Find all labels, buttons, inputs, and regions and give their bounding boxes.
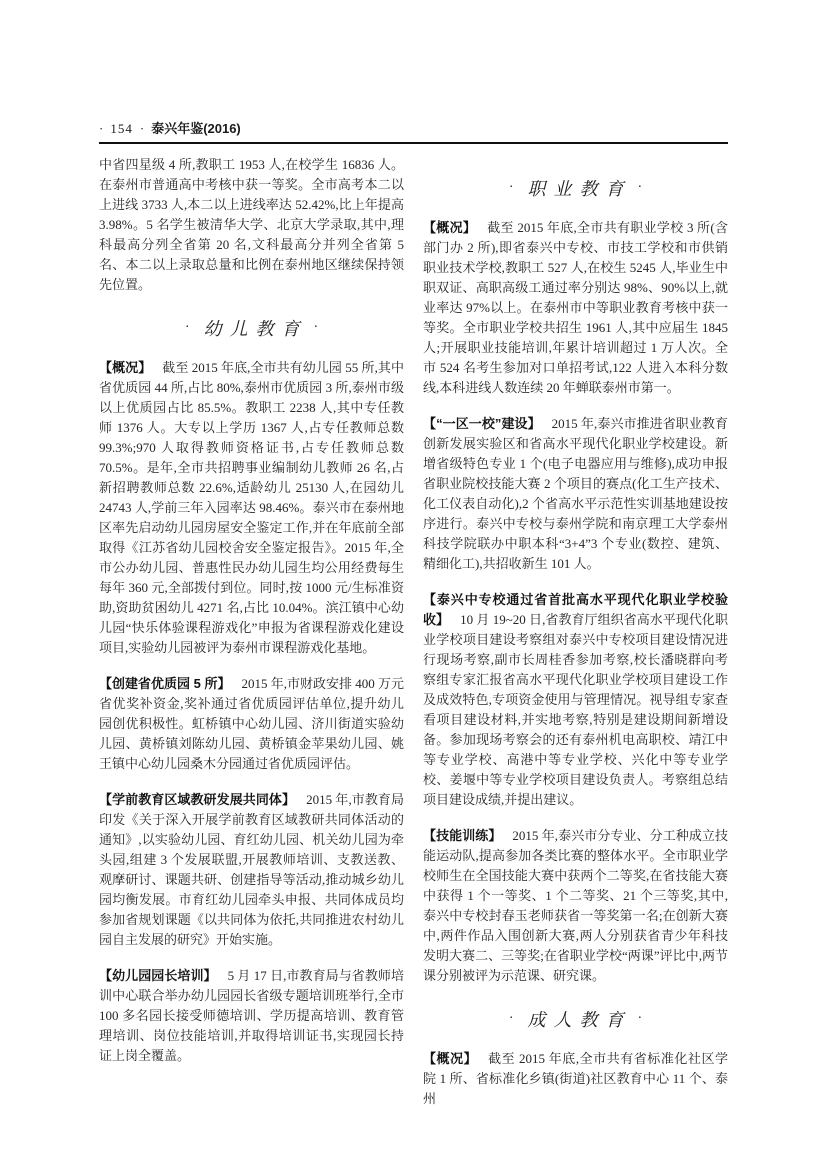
entry-label: 【概况】	[423, 1051, 478, 1066]
entry-text: 截至 2015 年底,全市共有幼儿园 55 所,其中省优质园 44 所,占比 80%,泰州市优质园 3 所,泰州市级以上优质园占比 85.5%。教职工 2238 人,其中专任教师 1376 人。大专以上学历 1367 人,占专任教师总数 99.3%;970 人取得教师资格证书,占专任教师总数 70.5%。是年,全市共招聘事业编制幼儿教师 26 名,占新招聘教师总数 22.6%,适龄幼儿 25130 人,在园幼儿 24743 人,学前三年入园率达 98.46%。泰兴市在泰州地区率先启动幼儿园房屋安全鉴定工作,并在年底前全部取得《江苏省幼儿园校舍安全鉴定报告》。2015 年,全市公办幼儿园、普惠性民办幼儿园生均公用经费每生每年 360 元,全部拨付到位。同时,按 1000 元/生标准资助,资助贫困幼儿 4271 名,占比 10.04%。滨江镇中心幼儿园“快乐体验课程游戏化”申报为省课程游戏化建设项目,实验幼儿园被评为泰州市课程游戏化基地。	[99, 360, 404, 655]
entry-text: 截至 2015 年底,全市共有省标准化社区学院 1 所、省标准化乡镇(街道)社区教育中心 11 个、泰州	[423, 1051, 728, 1106]
header-dot-icon: ·	[99, 121, 104, 136]
section-heading-vocational-education	[423, 175, 728, 200]
section-title: 职业教育	[527, 178, 632, 199]
entry-label: 【概况】	[99, 360, 152, 375]
heading-dot-icon: ·	[508, 179, 514, 195]
entry-label: 【技能训练】	[423, 828, 502, 843]
entry-vocational-overview	[423, 218, 728, 398]
heading-dot-icon: ·	[637, 1010, 643, 1026]
right-column	[423, 155, 728, 1109]
entry-text: 10 月 19~20 日,省教育厅组织省高水平现代化职业学校项目建设考察组对泰兴中专校项目建设情况进行现场考察,副市长周桂香参加考察,校长潘晓群向考察组专家汇报省高水平现代化职业学校项目建设工作及成效特色,专项资金使用与管理情况。视导组专家查看项目建设材料,并实地考察,特别是建设期间新增设备。参加现场考察会的还有泰州机电高职校、靖江中等专业学校、高港中等专业学校、兴化中等专业学校、姜堰中等专业学校项目建设负责人。考察组总结项目建设成绩,并提出建议。	[423, 612, 728, 807]
page-content	[99, 155, 728, 1109]
entry-text: 2015 年,市教育局印发《关于深入开展学前教育区域教研共同体活动的通知》,以实验幼儿园、育红幼儿园、机关幼儿园为牵头园,组建 3 个发展联盟,开展教师培训、支教送教、观摩研讨、课题共研、创建指导等活动,推动城乡幼儿园均衡发展。市育红幼儿园牵头申报、共同体成员均参加省规划课题《以共同体为依托,共同推进农村幼儿园自主发展的研究》开始实施。	[99, 792, 404, 947]
book-title: 泰兴年鉴(2016)	[151, 121, 241, 136]
entry-text: 5 月 17 日,市教育局与省教师培训中心联合举办幼儿园园长省级专题培训班举行,全市 100 多名园长接受师德培训、学历提高培训、教育管理培训、岗位技能培训,并取得培训证书,实现园长持证上岗全覆盖。	[99, 968, 404, 1063]
continuation-paragraph: 中省四星级 4 所,教职工 1953 人,在校学生 16836 人。在泰州市普通高中考核中获一等奖。全市高考本二以上进线 3733 人,本二以上进线率达 52.42%,比上年提高 3.98%。5 名学生被清华大学、北京大学录取,其中,理科最高分列全省第 20 名,文科最高分并列全省第 5 名、本二以上录取总量和比例在泰州地区继续保持领先位置。	[99, 157, 404, 292]
entry-text: 截至 2015 年底,全市共有职业学校 3 所(含部门办 2 所),即省泰兴中专校、市技工学校和市供销职业技术学校,教职工 527 人,在校生 5245 人,毕业生中职双证、高职高级工通过率分别达 98%、90%以上,就业率达 97%以上。在泰州市中等职业教育考核中获一等奖。全市职业学校共招生 1961 人,其中应届生 1845 人;开展职业技能培训,年累计培训超过 1 万人次。全市 524 名考生参加对口单招考试,122 人进入本科分数线,本科进线人数连续 20 年蝉联泰州市第一。	[423, 220, 728, 395]
entry-label: 【泰兴中专校通过省首批高水平现代化职业学校验收】	[423, 592, 728, 627]
section-title: 幼儿教育	[203, 318, 308, 339]
entry-skill-training	[423, 826, 728, 986]
heading-dot-icon: ·	[184, 319, 190, 335]
entry-label: 【创建省优质园 5 所】	[99, 676, 231, 691]
page-header	[99, 118, 728, 144]
entry-one-zone-one-school	[423, 414, 728, 574]
header-dot-icon: ·	[139, 121, 145, 136]
left-column	[99, 155, 404, 1109]
heading-dot-icon: ·	[508, 1010, 514, 1026]
section-heading-preschool-education	[99, 315, 404, 340]
header-rule	[99, 142, 728, 144]
entry-preschool-overview	[99, 358, 404, 658]
section-heading-adult-education	[423, 1006, 728, 1031]
running-head	[99, 118, 728, 137]
entry-label: 【概况】	[423, 220, 477, 235]
heading-dot-icon: ·	[313, 319, 319, 335]
entry-label: 【“一区一校”建设】	[423, 416, 541, 431]
entry-text: 2015 年,泰兴市推进省职业教育创新发展实验区和省高水平现代化职业学校建设。新增省级特色专业 1 个(电子电器应用与维修),成功申报省职业院校技能大赛 2 个项目的赛点(化工生产技术、化工仪表自动化),2 个省高水平示范性实训基地建设按序进行。泰兴中专校与泰州学院和南京理工大学泰州科技学院联办中职本科“3+4”3 个专业(数控、建筑、精细化工),共招收新生 101 人。	[423, 416, 728, 571]
entry-secondary-school-acceptance	[423, 590, 728, 810]
entry-provincial-quality-kindergartens	[99, 674, 404, 774]
entry-label: 【学前教育区域教研发展共同体】	[99, 792, 296, 807]
entry-regional-research-community	[99, 790, 404, 950]
entry-text: 2015 年,泰兴市分专业、分工种成立技能运动队,提高参加各类比赛的整体水平。全市职业学校师生在全国技能大赛中获两个二等奖,在省技能大赛中获得 1 个一等奖、1 个二等奖、21 个三等奖,其中,泰兴中专校封春玉老师获省一等奖第一名;在创新大赛中,两件作品入围创新大赛,两人分别获省青少年科技发明大赛二、三等奖;在省职业学校“两课”评比中,两节课分别被评为示范课、研究课。	[423, 828, 728, 983]
entry-principal-training	[99, 966, 404, 1066]
section-title: 成人教育	[527, 1009, 632, 1030]
entry-adult-overview	[423, 1049, 728, 1109]
entry-text: 2015 年,市财政安排 400 万元省优奖补资金,奖补通过省优质园评估单位,提升幼儿园创优积极性。虹桥镇中心幼儿园、济川街道实验幼儿园、黄桥镇刘陈幼儿园、黄桥镇金苹果幼儿园、姚王镇中心幼儿园桑木分园通过省优质园评估。	[99, 676, 404, 771]
heading-dot-icon: ·	[637, 179, 643, 195]
page-number: 154	[110, 121, 133, 136]
entry-label: 【幼儿园园长培训】	[99, 968, 217, 983]
